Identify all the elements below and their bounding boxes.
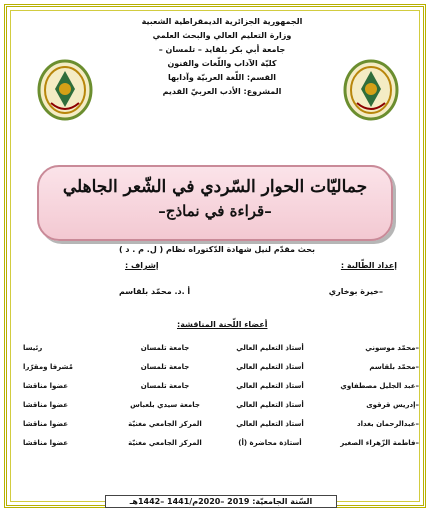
member-name: –عبد الجليل مصطفاوي xyxy=(340,381,419,390)
member-role: عضوا مناقشا xyxy=(23,438,69,447)
committee-table xyxy=(21,338,421,452)
member-name: –فاطمة الزّهراء الصغير xyxy=(340,438,419,447)
member-rank: أستاذ التعليم العالي xyxy=(236,400,304,409)
student-name: –خيرة بوخاري xyxy=(328,287,383,296)
ministry-line: وزارة التعليم العالي والبحث العلمي xyxy=(152,31,292,40)
committee-row xyxy=(21,338,421,357)
member-role: عضوا مناقشا xyxy=(23,381,69,390)
thesis-title: جماليّات الحوار السّردي في الشّعر الجاهلي xyxy=(62,177,368,197)
supervisor-name: أ .د. محمّد بلقاسم xyxy=(119,287,191,296)
degree-statement: بحث مقدّم لنيل شهادة الدّكتوراه نظام ( ل. م . د ) xyxy=(118,245,316,254)
member-rank: أستاذ التعليم العالي xyxy=(236,362,304,371)
member-institution: المركز الجامعي مغنيّة xyxy=(128,419,202,428)
committee-row xyxy=(21,433,421,452)
department-line: القسم: اللّغة العربيّة وآدابها xyxy=(167,73,277,82)
member-role: عضوا مناقشا xyxy=(23,419,69,428)
thesis-subtitle: –قراءة في نماذج– xyxy=(158,202,272,220)
academic-year: السّنة الجامعيّة: 2019 –2020م/1441 –1442هـ xyxy=(105,495,337,508)
member-rank: أستاذ التعليم العالي xyxy=(236,419,304,428)
member-institution: جامعة تلمسان xyxy=(140,381,190,390)
supervisor-label: إشراف : xyxy=(125,261,159,270)
project-line: المشروع: الأدب العربيّ القديم xyxy=(162,87,282,96)
university-logo-right xyxy=(343,59,399,121)
member-institution: جامعة تلمسان xyxy=(140,343,190,352)
member-role: مُشرفا ومقرّرا xyxy=(23,362,73,371)
member-name: –محمّد بلقاسم xyxy=(369,362,419,371)
member-rank: أستاذ التعليم العالي xyxy=(236,381,304,390)
member-rank: أستاذة محاضرة (أ) xyxy=(238,438,302,447)
institution-header xyxy=(127,15,317,99)
faculty-line: كليّة الآداب واللّغات والفنون xyxy=(167,59,277,68)
thesis-cover-page xyxy=(4,4,426,508)
member-rank: أستاذ التعليم العالي xyxy=(236,343,304,352)
committee-heading: أعضاء اللّجنة المناقشة: xyxy=(177,320,268,329)
member-name: –عبدالرحمان بغداد xyxy=(357,419,419,428)
committee-row xyxy=(21,414,421,433)
committee-row xyxy=(21,357,421,376)
thesis-title-box xyxy=(37,165,393,241)
member-name: –إدريس قرقوى xyxy=(366,400,419,409)
university-logo-left xyxy=(37,59,93,121)
member-institution: جامعة تلمسان xyxy=(140,362,190,371)
member-institution: المركز الجامعي مغنيّة xyxy=(128,438,202,447)
committee-row xyxy=(21,376,421,395)
university-line: جامعة أبي بكر بلقايد – تلمسان – xyxy=(158,45,286,54)
member-role: رئيسا xyxy=(23,343,43,352)
member-name: –محمّد موسوني xyxy=(365,343,419,352)
member-institution: جامعة سيدي بلعباس xyxy=(130,400,200,409)
committee-row xyxy=(21,395,421,414)
republic-line: الجمهورية الجزائرية الديمقراطية الشعبية xyxy=(141,17,303,26)
prepared-by-label: إعداد الطّالبة : xyxy=(340,261,397,270)
member-role: عضوا مناقشا xyxy=(23,400,69,409)
